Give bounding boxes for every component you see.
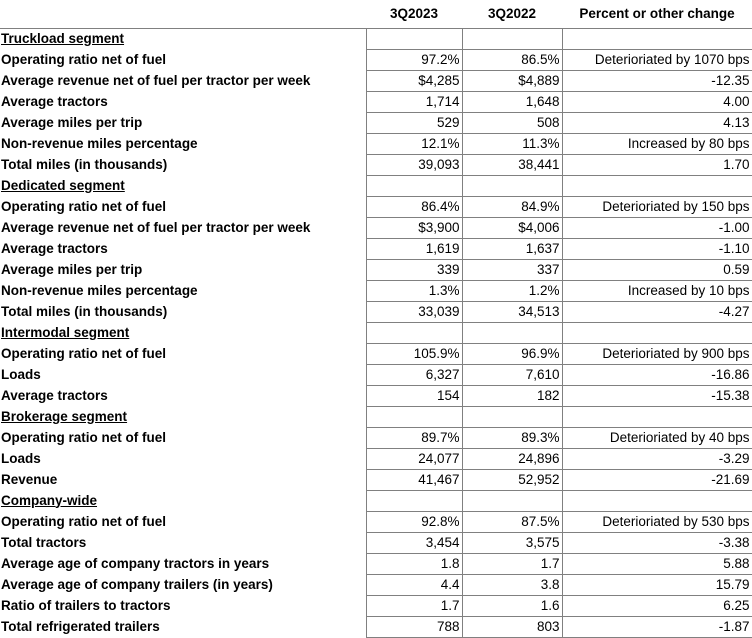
table-row bbox=[0, 616, 752, 637]
value-3q2022: 86.5% bbox=[462, 49, 562, 70]
value-3q2023: 105.9% bbox=[366, 343, 462, 364]
metric-label: Total miles (in thousands) bbox=[1, 156, 168, 172]
value-3q2022: 1,637 bbox=[462, 238, 562, 259]
table-row bbox=[0, 574, 752, 595]
metric-label: Non-revenue miles percentage bbox=[1, 282, 198, 298]
value-3q2023: 529 bbox=[366, 112, 462, 133]
value-3q2023: 1,619 bbox=[366, 238, 462, 259]
table-row bbox=[0, 133, 752, 154]
table-row bbox=[0, 49, 752, 70]
metric-label: Operating ratio net of fuel bbox=[1, 429, 167, 445]
empty-cell bbox=[562, 322, 752, 343]
value-3q2022: 182 bbox=[462, 385, 562, 406]
value-3q2023: 1,714 bbox=[366, 91, 462, 112]
empty-cell bbox=[562, 490, 752, 511]
table-row bbox=[0, 112, 752, 133]
segment-header-row bbox=[0, 322, 752, 343]
empty-cell bbox=[366, 175, 462, 196]
value-change: 6.25 bbox=[562, 595, 752, 616]
segment-header-row bbox=[0, 28, 752, 49]
metric-label: Average revenue net of fuel per tractor per week bbox=[1, 219, 311, 235]
header-3q2022: 3Q2022 bbox=[462, 0, 562, 28]
table-row bbox=[0, 595, 752, 616]
value-3q2023: 3,454 bbox=[366, 532, 462, 553]
value-3q2022: 87.5% bbox=[462, 511, 562, 532]
segment-title: Intermodal segment bbox=[1, 324, 130, 340]
value-3q2022: 1.7 bbox=[462, 553, 562, 574]
value-3q2023: 4.4 bbox=[366, 574, 462, 595]
value-3q2022: 96.9% bbox=[462, 343, 562, 364]
table-row bbox=[0, 469, 752, 490]
table-row bbox=[0, 70, 752, 91]
metric-label: Average tractors bbox=[1, 240, 108, 256]
value-3q2022: 1,648 bbox=[462, 91, 562, 112]
metric-label: Average age of company trailers (in years) bbox=[1, 576, 273, 592]
value-change: -3.38 bbox=[562, 532, 752, 553]
value-change: Increased by 10 bps bbox=[562, 280, 752, 301]
value-3q2022: 24,896 bbox=[462, 448, 562, 469]
value-3q2023: 1.8 bbox=[366, 553, 462, 574]
empty-cell bbox=[366, 28, 462, 49]
table-body bbox=[0, 28, 752, 637]
value-3q2023: $4,285 bbox=[366, 70, 462, 91]
value-3q2022: 11.3% bbox=[462, 133, 562, 154]
segment-title: Brokerage segment bbox=[1, 408, 128, 424]
empty-cell bbox=[462, 322, 562, 343]
value-change: 1.70 bbox=[562, 154, 752, 175]
metric-label: Average revenue net of fuel per tractor per week bbox=[1, 72, 311, 88]
value-change: Deterioriated by 150 bps bbox=[562, 196, 752, 217]
empty-cell bbox=[366, 406, 462, 427]
value-3q2023: 39,093 bbox=[366, 154, 462, 175]
table-row bbox=[0, 385, 752, 406]
header-3q2023: 3Q2023 bbox=[366, 0, 462, 28]
metric-label: Loads bbox=[1, 450, 41, 466]
value-3q2022: 1.2% bbox=[462, 280, 562, 301]
header-change: Percent or other change bbox=[562, 0, 752, 28]
value-change: Deterioriated by 530 bps bbox=[562, 511, 752, 532]
segment-title: Company-wide bbox=[1, 492, 98, 508]
value-3q2023: $3,900 bbox=[366, 217, 462, 238]
value-change: -3.29 bbox=[562, 448, 752, 469]
segment-title: Truckload segment bbox=[1, 30, 125, 46]
value-change: -1.00 bbox=[562, 217, 752, 238]
empty-cell bbox=[562, 406, 752, 427]
value-3q2023: 6,327 bbox=[366, 364, 462, 385]
value-change: 5.88 bbox=[562, 553, 752, 574]
value-3q2022: 3.8 bbox=[462, 574, 562, 595]
value-change: -15.38 bbox=[562, 385, 752, 406]
value-3q2022: 89.3% bbox=[462, 427, 562, 448]
metric-label: Total miles (in thousands) bbox=[1, 303, 168, 319]
value-change: 4.13 bbox=[562, 112, 752, 133]
header-row bbox=[0, 0, 752, 28]
value-change: -16.86 bbox=[562, 364, 752, 385]
empty-cell bbox=[366, 490, 462, 511]
metric-label: Average miles per trip bbox=[1, 261, 143, 277]
metric-label: Loads bbox=[1, 366, 41, 382]
metric-label: Revenue bbox=[1, 471, 58, 487]
table-row bbox=[0, 532, 752, 553]
value-3q2022: 7,610 bbox=[462, 364, 562, 385]
metric-label: Ratio of trailers to tractors bbox=[1, 597, 171, 613]
empty-cell bbox=[462, 175, 562, 196]
value-change: -21.69 bbox=[562, 469, 752, 490]
metric-label: Average age of company tractors in years bbox=[1, 555, 270, 571]
value-3q2023: 33,039 bbox=[366, 301, 462, 322]
table-row bbox=[0, 196, 752, 217]
value-change: Deterioriated by 1070 bps bbox=[562, 49, 752, 70]
value-3q2022: $4,889 bbox=[462, 70, 562, 91]
segment-header-row bbox=[0, 406, 752, 427]
empty-cell bbox=[562, 175, 752, 196]
empty-cell bbox=[462, 406, 562, 427]
segment-header-row bbox=[0, 490, 752, 511]
value-change: 0.59 bbox=[562, 259, 752, 280]
metric-label: Non-revenue miles percentage bbox=[1, 135, 198, 151]
table-row bbox=[0, 364, 752, 385]
table-row bbox=[0, 301, 752, 322]
segment-title: Dedicated segment bbox=[1, 177, 125, 193]
metric-label: Operating ratio net of fuel bbox=[1, 51, 167, 67]
metric-label: Operating ratio net of fuel bbox=[1, 345, 167, 361]
empty-cell bbox=[462, 490, 562, 511]
table-row bbox=[0, 259, 752, 280]
value-3q2022: 38,441 bbox=[462, 154, 562, 175]
value-3q2023: 154 bbox=[366, 385, 462, 406]
metric-label: Total tractors bbox=[1, 534, 87, 550]
metric-label: Total refrigerated trailers bbox=[1, 618, 160, 634]
table-row bbox=[0, 280, 752, 301]
value-change: Deterioriated by 900 bps bbox=[562, 343, 752, 364]
value-3q2023: 24,077 bbox=[366, 448, 462, 469]
empty-cell bbox=[366, 322, 462, 343]
table-row bbox=[0, 238, 752, 259]
table-row bbox=[0, 448, 752, 469]
table-row bbox=[0, 91, 752, 112]
value-change: -1.87 bbox=[562, 616, 752, 637]
table-row bbox=[0, 154, 752, 175]
value-change: Increased by 80 bps bbox=[562, 133, 752, 154]
empty-cell bbox=[462, 28, 562, 49]
value-change: -1.10 bbox=[562, 238, 752, 259]
value-3q2022: 34,513 bbox=[462, 301, 562, 322]
metric-label: Average miles per trip bbox=[1, 114, 143, 130]
header-label bbox=[0, 0, 366, 28]
value-3q2023: 92.8% bbox=[366, 511, 462, 532]
metric-label: Average tractors bbox=[1, 93, 108, 109]
empty-cell bbox=[562, 28, 752, 49]
segment-header-row bbox=[0, 175, 752, 196]
value-3q2023: 1.3% bbox=[366, 280, 462, 301]
table-row bbox=[0, 343, 752, 364]
value-3q2022: $4,006 bbox=[462, 217, 562, 238]
metric-label: Operating ratio net of fuel bbox=[1, 513, 167, 529]
value-3q2023: 788 bbox=[366, 616, 462, 637]
value-3q2023: 339 bbox=[366, 259, 462, 280]
value-3q2022: 3,575 bbox=[462, 532, 562, 553]
value-change: 15.79 bbox=[562, 574, 752, 595]
value-change: -4.27 bbox=[562, 301, 752, 322]
value-3q2023: 12.1% bbox=[366, 133, 462, 154]
value-3q2023: 41,467 bbox=[366, 469, 462, 490]
value-3q2023: 89.7% bbox=[366, 427, 462, 448]
value-3q2022: 52,952 bbox=[462, 469, 562, 490]
value-3q2022: 337 bbox=[462, 259, 562, 280]
value-change: -12.35 bbox=[562, 70, 752, 91]
value-3q2022: 1.6 bbox=[462, 595, 562, 616]
value-3q2023: 86.4% bbox=[366, 196, 462, 217]
table-row bbox=[0, 511, 752, 532]
table-row bbox=[0, 553, 752, 574]
table-row bbox=[0, 217, 752, 238]
metric-label: Operating ratio net of fuel bbox=[1, 198, 167, 214]
value-change: Deterioriated by 40 bps bbox=[562, 427, 752, 448]
value-3q2022: 84.9% bbox=[462, 196, 562, 217]
value-3q2023: 1.7 bbox=[366, 595, 462, 616]
value-change: 4.00 bbox=[562, 91, 752, 112]
value-3q2023: 97.2% bbox=[366, 49, 462, 70]
value-3q2022: 803 bbox=[462, 616, 562, 637]
table-row bbox=[0, 427, 752, 448]
value-3q2022: 508 bbox=[462, 112, 562, 133]
metric-label: Average tractors bbox=[1, 387, 108, 403]
